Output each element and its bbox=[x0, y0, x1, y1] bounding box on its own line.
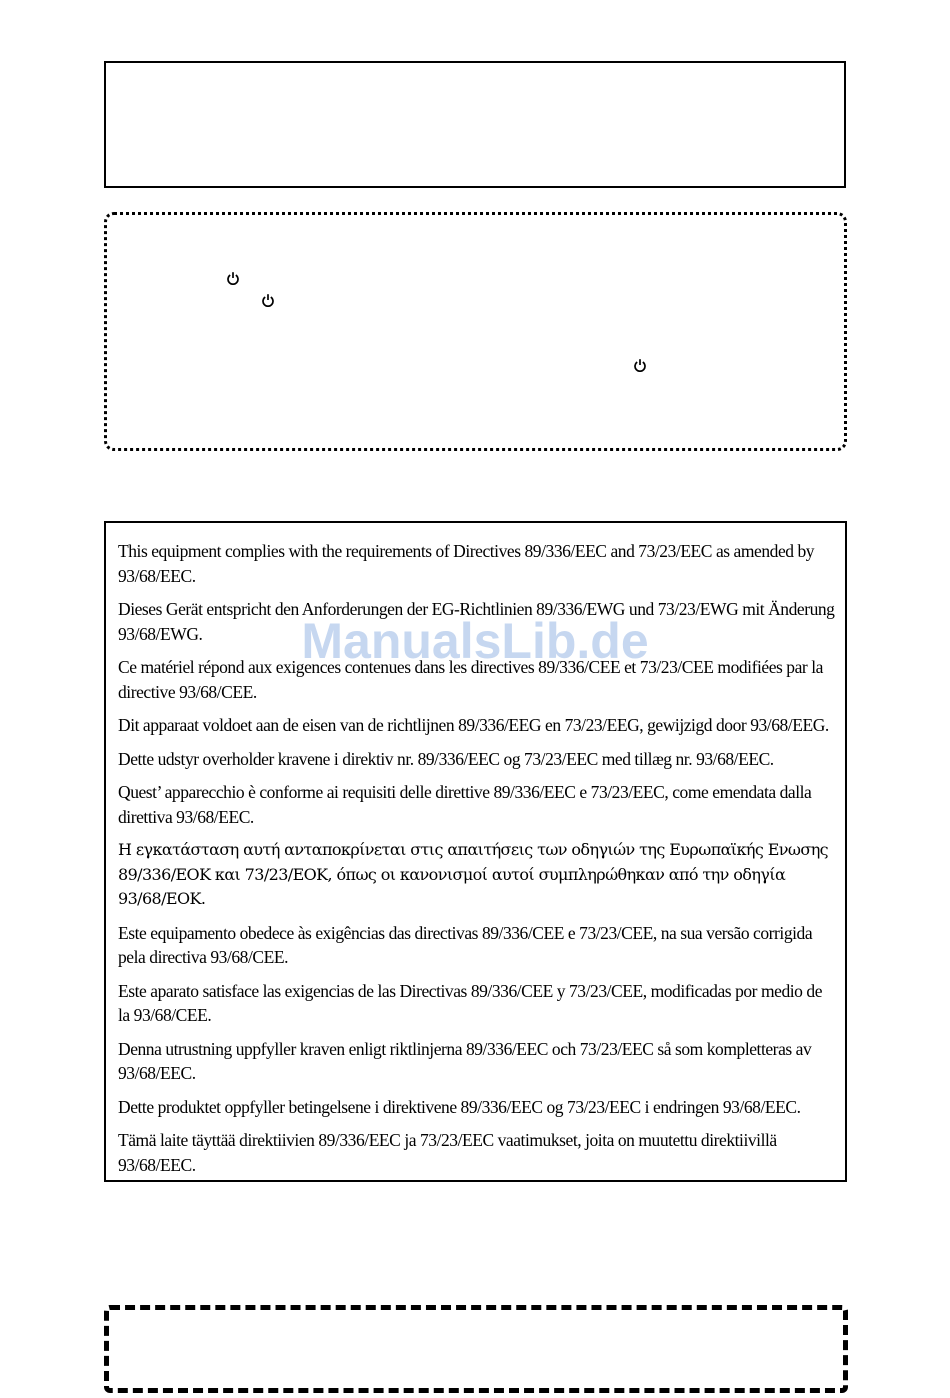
compliance-statement-fi: Tämä laite täyttää direktiivien 89/336/EEC ja 73/23/EEC vaatimukset, joita on muutettu direktiivillä 93/68/EEC. bbox=[118, 1130, 777, 1175]
dashed-notice-box bbox=[104, 1305, 848, 1393]
compliance-statement-fr: Ce matériel répond aux exigences contenues dans les directives 89/336/CEE et 73/23/CEE modifiées par la directive 93/68/CEE. bbox=[118, 657, 823, 702]
power-icon bbox=[261, 293, 275, 307]
watermark: ManualsLib.de bbox=[301, 613, 649, 669]
dotted-notice-box bbox=[104, 212, 847, 451]
compliance-statement-pt: Este equipamento obedece às exigências das directivas 89/336/CEE e 73/23/CEE, na sua versão corrigida pela directiva 93/68/CEE. bbox=[118, 922, 813, 967]
compliance-statement-es: Este aparato satisface las exigencias de las Directivas 89/336/CEE y 73/23/CEE, modificadas por medio de la 93/68/CEE. bbox=[118, 980, 823, 1025]
compliance-statement-de: Dieses Gerät entspricht den Anforderungen der EG-Richtlinien 89/336/EWG und 73/23/EWG mit Änderung 93/68/EWG. bbox=[118, 599, 835, 644]
compliance-statement-no: Dette produktet oppfyller betingelsene i direktivene 89/336/EEC og 73/23/EEC i endringen 93/68/EEC. bbox=[118, 1096, 801, 1117]
top-notice-box bbox=[104, 61, 846, 188]
compliance-statement-nl: Dit apparaat voldoet aan de eisen van de richtlijnen 89/336/EEG en 73/23/EEG, gewijzigd door 93/68/EEG. bbox=[118, 715, 829, 735]
compliance-statement-sv: Denna utrustning uppfyller kraven enligt riktlinjerna 89/336/EEC och 73/23/EEC så som kompletteras av 93/68/EEC. bbox=[118, 1038, 812, 1083]
compliance-statement-it: Quest’ apparecchio è conforme ai requisiti delle direttive 89/336/EEC e 73/23/EEC, come emendata dalla direttiva 93/68/EEC. bbox=[118, 782, 812, 827]
power-icon bbox=[226, 271, 240, 285]
compliance-statement-en: This equipment complies with the requirements of Directives 89/336/EEC and 73/23/EEC as amended by 93/68/EEC. bbox=[118, 541, 815, 586]
power-icon bbox=[633, 358, 647, 372]
compliance-statement-el: Η εγκατάσταση αυτή ανταποκρίνεται στις απαιτήσεις των οδηγιών της Ευρωπαϊκής Ενωσης 89/336/ΕΟΚ και 73/23/ΕΟΚ, όπως οι κανονισμοί αυτοί συμπληρώθηκαν από την οδηγία 93/68/ΕΟΚ. bbox=[118, 840, 829, 908]
compliance-statement-da: Dette udstyr overholder kravene i direktiv nr. 89/336/EEC og 73/23/EEC med tillæg nr. 93/68/EEC. bbox=[118, 748, 774, 769]
compliance-statements-box bbox=[104, 521, 847, 1182]
